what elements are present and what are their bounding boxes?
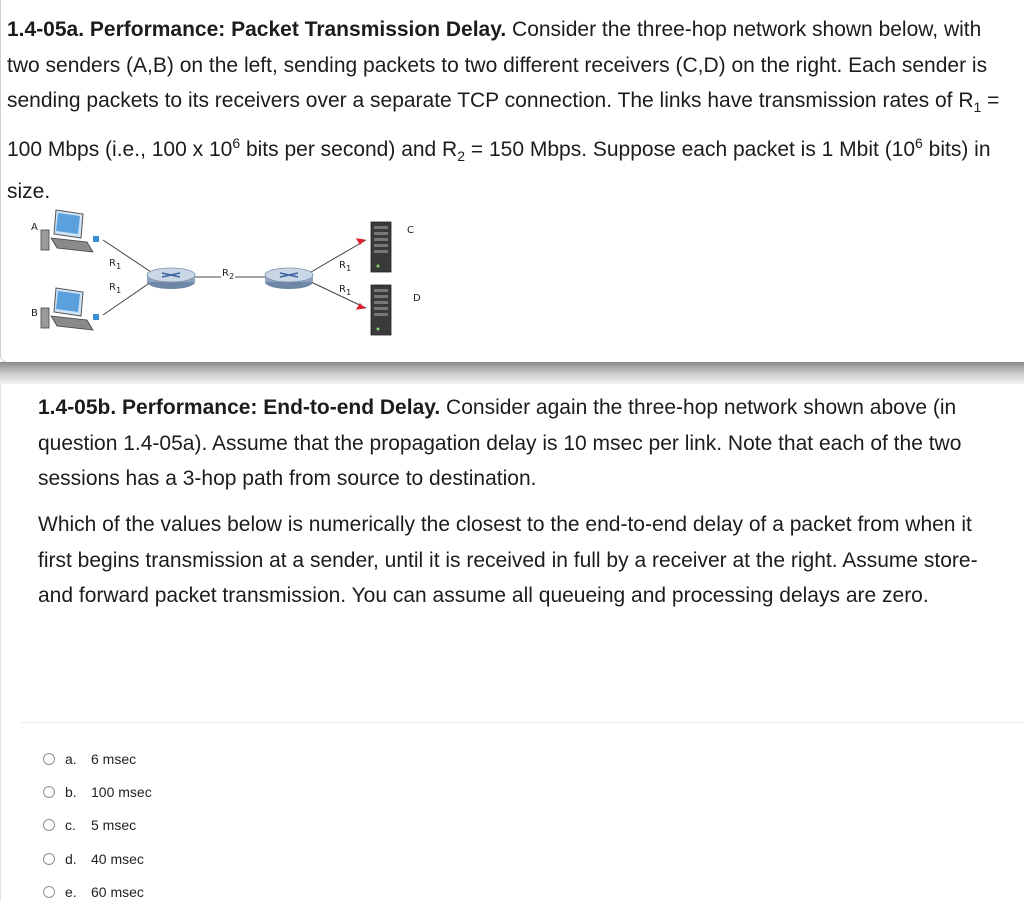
router-2-icon	[265, 268, 313, 289]
arrow-c	[357, 239, 364, 244]
option-value: 60 msec	[91, 883, 144, 900]
option-b[interactable]	[43, 775, 152, 808]
node-a-label: A	[31, 222, 38, 233]
option-letter: c.	[65, 817, 76, 834]
option-value: 6 msec	[91, 750, 137, 767]
option-a[interactable]	[43, 742, 152, 775]
option-c[interactable]	[43, 809, 152, 842]
node-d-label: D	[413, 293, 421, 304]
card-separator-shadow	[0, 362, 1024, 384]
option-letter: a.	[65, 750, 77, 767]
network-diagram	[21, 200, 441, 350]
link-label-r1-b: $R_1$	[109, 282, 122, 295]
option-letter: d.	[65, 850, 77, 867]
answer-divider	[21, 722, 1024, 723]
radio-a[interactable]	[43, 753, 55, 765]
link-label-r1-c: $R_1$	[339, 260, 352, 273]
answer-options	[43, 742, 152, 908]
question-card-a	[0, 0, 1024, 363]
question-card-b	[0, 384, 1024, 901]
option-letter: b.	[65, 783, 77, 800]
link-label-r2: $R_2$	[222, 268, 235, 281]
node-c-label: C	[407, 225, 414, 236]
radio-b[interactable]	[43, 786, 55, 798]
option-value: 5 msec	[91, 817, 137, 834]
option-value: 100 msec	[91, 783, 152, 800]
link-label-r1-d: $R_1$	[339, 284, 352, 297]
server-c-icon	[371, 222, 391, 272]
question-b-prompt: Which of the values below is numerically the closest to the end-to-end delay of a packet from when it first begins transmission at a sender, until it is received in full by a receiver at the right. Assume store-and forward packet transmission. You can assume all queueing and processing delays are zero.	[38, 513, 978, 607]
router-1-icon	[147, 268, 195, 289]
option-letter: e.	[65, 883, 77, 900]
question-b-text: 1.4-05b. Performance: End-to-end Delay. Consider again the three-hop network shown above (in question 1.4-05a). Assume that the propagation delay is 10 msec per link. Note that each of the two sessions has a 3-hop path from source to destination.	[38, 396, 962, 490]
option-e[interactable]	[43, 875, 152, 908]
computer-b-icon	[41, 288, 99, 330]
radio-c[interactable]	[43, 819, 55, 831]
option-d[interactable]	[43, 842, 152, 875]
option-value: 40 msec	[91, 850, 144, 867]
link-label-r1-a: $R_1$	[109, 258, 122, 271]
question-a-title: 1.4-05a. Performance: Packet Transmission Delay.	[7, 18, 507, 41]
question-a-text: 1.4-05a. Performance: Packet Transmission Delay. Consider the three-hop network shown below, with two senders (A,B) on the left, sending packets to two different receivers (C,D) on the right. Each sender is sending packets to its receivers over a separate TCP connection. The links have transmission rates of $R_1 = 100$ Mbps (i.e., 100 x $10^6$ bits per second) and $R_2 = 150$ Mbps. Suppose each packet is 1 Mbit ($10^6$ bits) in size.	[7, 18, 1000, 204]
question-b-title: 1.4-05b. Performance: End-to-end Delay.	[38, 396, 441, 419]
computer-a-icon	[41, 210, 99, 252]
node-b-label: B	[31, 308, 38, 319]
radio-d[interactable]	[43, 853, 55, 865]
server-d-icon	[371, 285, 391, 335]
radio-e[interactable]	[43, 886, 55, 898]
